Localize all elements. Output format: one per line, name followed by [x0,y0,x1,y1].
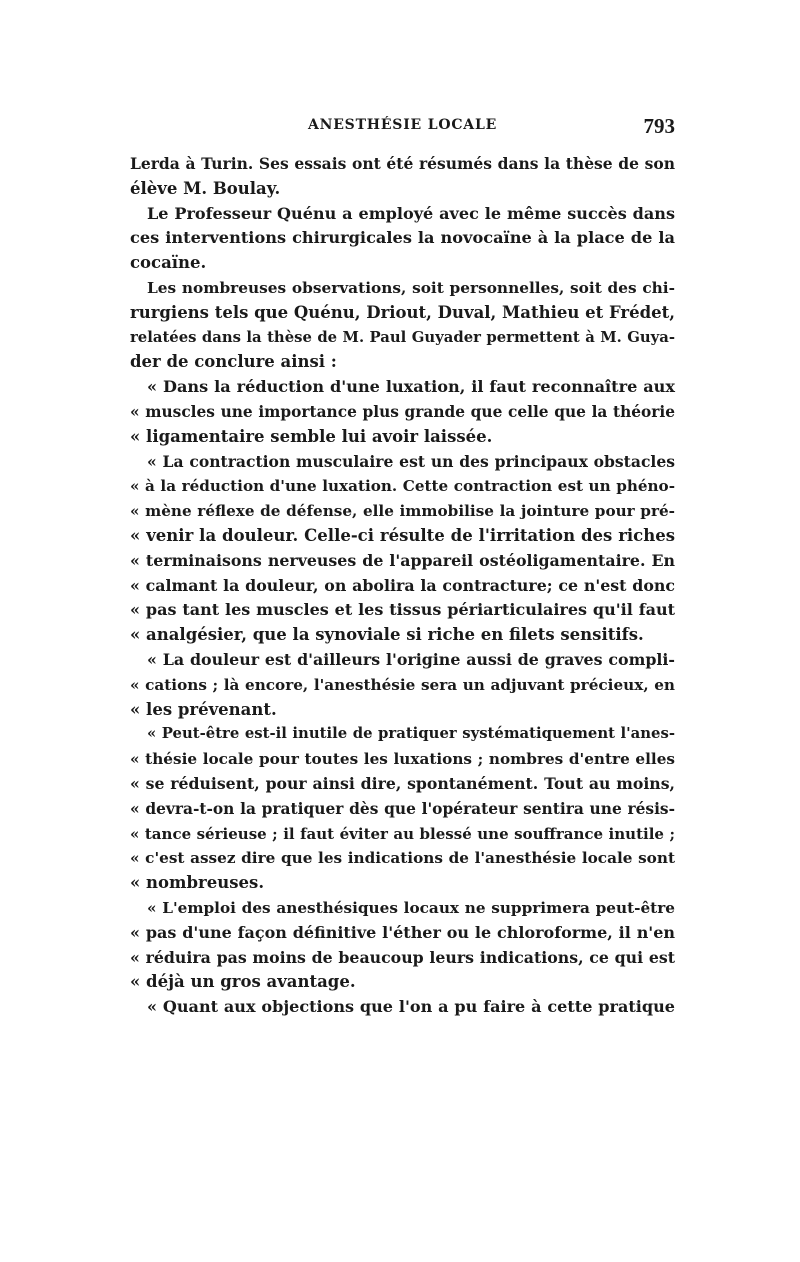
text-line: « pas tant les muscles et les tissus périarticulaires qu'il faut [130,600,675,620]
text-line: « thésie locale pour toutes les luxations ; nombres d'entre elles [130,750,675,769]
running-head [130,114,675,138]
text-line: « mène réflexe de défense, elle immobilise la jointure pour pré- [130,502,675,521]
text-line: rurgiens tels que Quénu, Driout, Duval, Mathieu et Frédet, [130,302,675,322]
text-line: « venir la douleur. Celle-ci résulte de l'irritation des riches [130,525,675,545]
running-title: ANESTHÉSIE LOCALE [307,117,498,133]
text-line: « ligamentaire semble lui avoir laissée. [130,426,493,446]
text-line: « devra-t-on la pratiquer dès que l'opérateur sentira une résis- [130,799,675,818]
text-line: « calmant la douleur, on abolira la contracture; ce n'est donc [130,575,675,595]
text-line: Les nombreuses observations, soit personnelles, soit des chi- [147,278,675,297]
text-line: « Quant aux objections que l'on a pu faire à cette pratique [147,997,675,1017]
text-line: « L'emploi des anesthésiques locaux ne supprimera peut-être [147,898,675,917]
text-line: « cations ; là encore, l'anesthésie sera un adjuvant précieux, en [130,675,675,694]
text-line: « réduira pas moins de beaucoup leurs indications, ce qui est [130,947,675,967]
page-number: 793 [643,114,675,138]
text-line: der de conclure ainsi : [130,352,337,372]
text-line: « tance sérieuse ; il faut éviter au blessé une souffrance inutile ; [130,824,675,843]
text-line: Lerda à Turin. Ses essais ont été résumés dans la thèse de son [130,154,675,173]
text-line: « analgésier, que la synoviale si riche en filets sensitifs. [130,625,644,645]
text-line: « déjà un gros avantage. [130,972,356,992]
text-line: « La douleur est d'ailleurs l'origine aussi de graves compli- [147,649,675,669]
body-text [130,152,675,1020]
text-line: Le Professeur Quénu a employé avec le même succès dans [147,203,675,223]
text-line: « muscles une importance plus grande que celle que la théorie [130,402,675,421]
text-line: ces interventions chirurgicales la novocaïne à la place de la [130,228,675,248]
text-line: cocaïne. [130,253,207,273]
text-line: élève M. Boulay. [130,178,281,198]
text-line: « les prévenant. [130,699,277,719]
text-line: « nombreuses. [130,873,265,893]
text-line: « terminaisons nerveuses de l'appareil ostéoligamentaire. En [130,550,675,570]
text-line: « pas d'une façon définitive l'éther ou le chloroforme, il n'en [130,922,675,942]
text-line: « Dans la réduction d'une luxation, il faut reconnaître aux [147,377,675,397]
text-line: « c'est assez dire que les indications de l'anesthésie locale sont [130,849,675,868]
text-line: « se réduisent, pour ainsi dire, spontanément. Tout au moins, [130,773,675,793]
text-line: « La contraction musculaire est un des principaux obstacles [147,451,675,471]
text-line: « Peut-être est-il inutile de pratiquer systématiquement l'anes- [147,725,675,743]
text-line: relatées dans la thèse de M. Paul Guyader permettent à M. Guya- [130,328,675,346]
text-line: « à la réduction d'une luxation. Cette contraction est un phéno- [130,477,675,496]
